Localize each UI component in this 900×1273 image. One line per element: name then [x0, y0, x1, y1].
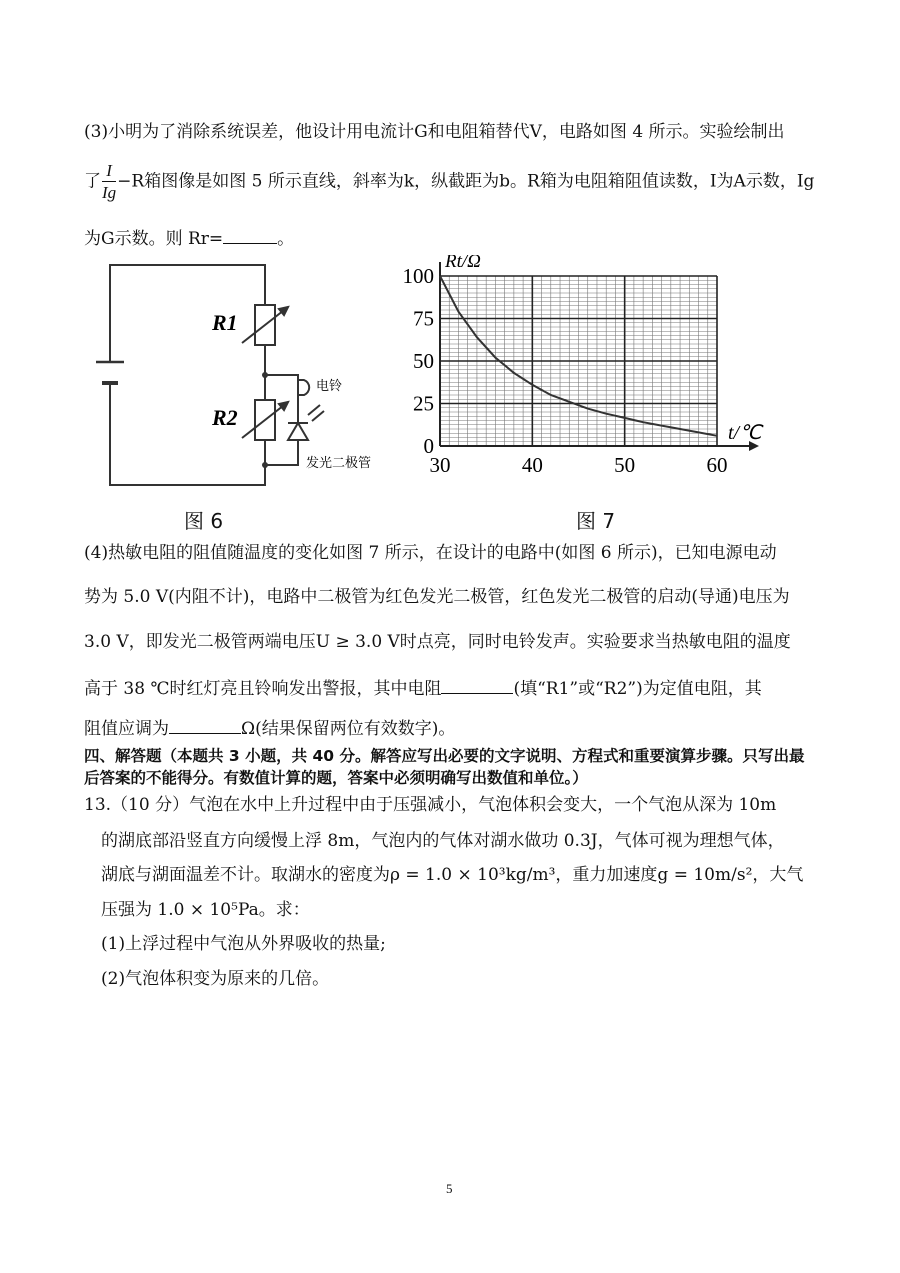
- answer-blank-fixed-resistor[interactable]: [441, 676, 513, 694]
- junction-dot-upper: [262, 372, 268, 378]
- q12-part4-line1: (4)热敏电阻的阻值随温度的变化如图 7 所示，在设计的电路中(如图 6 所示)，已知电源电动: [84, 543, 777, 563]
- section-4-heading-line1: 四、解答题（本题共 3 小题，共 40 分。解答应写出必要的文字说明、方程式和重要演算步骤。只写出最: [84, 747, 805, 765]
- q12-part3-line2: [84, 160, 814, 204]
- q12-part4-line4-pre: 高于 38 ℃时红灯亮且铃响发出警报，其中电阻: [84, 679, 442, 699]
- figure-7-chart: [390, 255, 790, 480]
- junction-dot-lower: [262, 462, 268, 468]
- q12-part3-line1: (3)小明为了消除系统误差，他设计用电流计G和电阻箱替代V，电路如图 4 所示。实验绘制出: [84, 122, 785, 142]
- q13-line3: 湖底与湖面温差不计。取湖水的密度为ρ = 1.0 × 10³kg/m³，重力加速度g = 10m/s²，大气: [101, 865, 804, 885]
- fraction-numerator: I: [102, 160, 116, 182]
- q12-part4-line5: [84, 714, 455, 739]
- q12-part3-line2-pre: 了: [84, 171, 101, 192]
- q12-part3-line3: [84, 224, 294, 249]
- q13-line2: 的湖底部沿竖直方向缓慢上浮 8m，气泡内的气体对湖水做功 0.3J，气体可视为理想气体，: [101, 831, 785, 851]
- label-led: 发光二极管: [306, 456, 372, 471]
- y-tick-label: 50: [413, 349, 434, 373]
- label-r1: R1: [212, 310, 238, 335]
- led-light-arrow-1: [308, 405, 320, 415]
- q13-line1: 13.（10 分）气泡在水中上升过程中由于压强减小，气泡体积会变大，一个气泡从深为 10m: [84, 795, 777, 815]
- chart-x-axis-label: t/℃: [728, 422, 762, 444]
- q12-part4-line5-pre: 阻值应调为: [84, 719, 169, 739]
- figure-6-circuit: [90, 255, 390, 495]
- fraction-denominator: Ig: [102, 183, 117, 203]
- section-4-heading-line2: 后答案的不能得分。有数值计算的题，答案中必须明确写出数值和单位。）: [84, 769, 588, 787]
- led-wire-bottom: [265, 440, 298, 465]
- figure-6-caption: 图 6: [184, 509, 224, 533]
- label-bell: 电铃: [316, 379, 343, 394]
- q12-part3-line3-text: 为G示数。则 Rr=: [84, 229, 224, 249]
- q13-line4: 压强为 1.0 × 10⁵Pa。求：: [101, 900, 310, 920]
- bell-icon: [298, 380, 309, 395]
- label-r2: R2: [212, 405, 238, 430]
- x-tick-label: 50: [614, 453, 636, 477]
- q13-subquestion-2: (2)气泡体积变为原来的几倍。: [101, 969, 330, 989]
- circuit-wire-bottom: [110, 383, 265, 485]
- q12-part3-line2-post: −R箱图像是如图 5 所示直线，斜率为k，纵截距为b。R箱为电阻箱阻值读数，I为A示数，Ig: [117, 171, 815, 192]
- led-light-arrow-2: [312, 411, 324, 421]
- q13-subquestion-1: (1)上浮过程中气泡从外界吸收的热量;: [101, 934, 386, 954]
- y-tick-label: 75: [413, 306, 434, 331]
- chart-y-axis-label: Rt/Ω: [445, 255, 481, 272]
- q12-part4-line3: 3.0 V，即发光二极管两端电压U ≥ 3.0 V时点亮，同时电铃发声。实验要求当热敏电阻的温度: [84, 632, 791, 652]
- bell-branch-wire: [265, 375, 298, 380]
- led-triangle-icon: [288, 423, 308, 440]
- page-number: 5: [446, 1181, 453, 1196]
- q12-part3-line3-end: 。: [277, 229, 295, 249]
- figure-7-caption: 图 7: [576, 509, 616, 533]
- x-tick-label: 30: [429, 453, 451, 477]
- q12-part4-line5-post: Ω(结果保留两位有效数字)。: [241, 719, 456, 739]
- y-tick-label: 25: [413, 391, 434, 416]
- q12-part4-line4: [84, 674, 762, 699]
- circuit-wire-top: [110, 265, 265, 362]
- x-tick-label: 40: [521, 453, 543, 477]
- y-tick-label: 100: [402, 264, 434, 288]
- answer-blank-resistance[interactable]: [169, 716, 241, 734]
- q12-part4-line2: 势为 5.0 V(内阻不计)，电路中二极管为红色发光二极管，红色发光二极管的启动(导通)电压为: [84, 587, 790, 607]
- x-tick-label: 60: [706, 453, 728, 477]
- q12-part4-line4-post: (填“R1”或“R2”)为定值电阻，其: [513, 679, 762, 699]
- answer-blank-rr[interactable]: [223, 226, 277, 244]
- y-tick-label: 0: [423, 434, 434, 458]
- ratio-fraction: [102, 160, 116, 204]
